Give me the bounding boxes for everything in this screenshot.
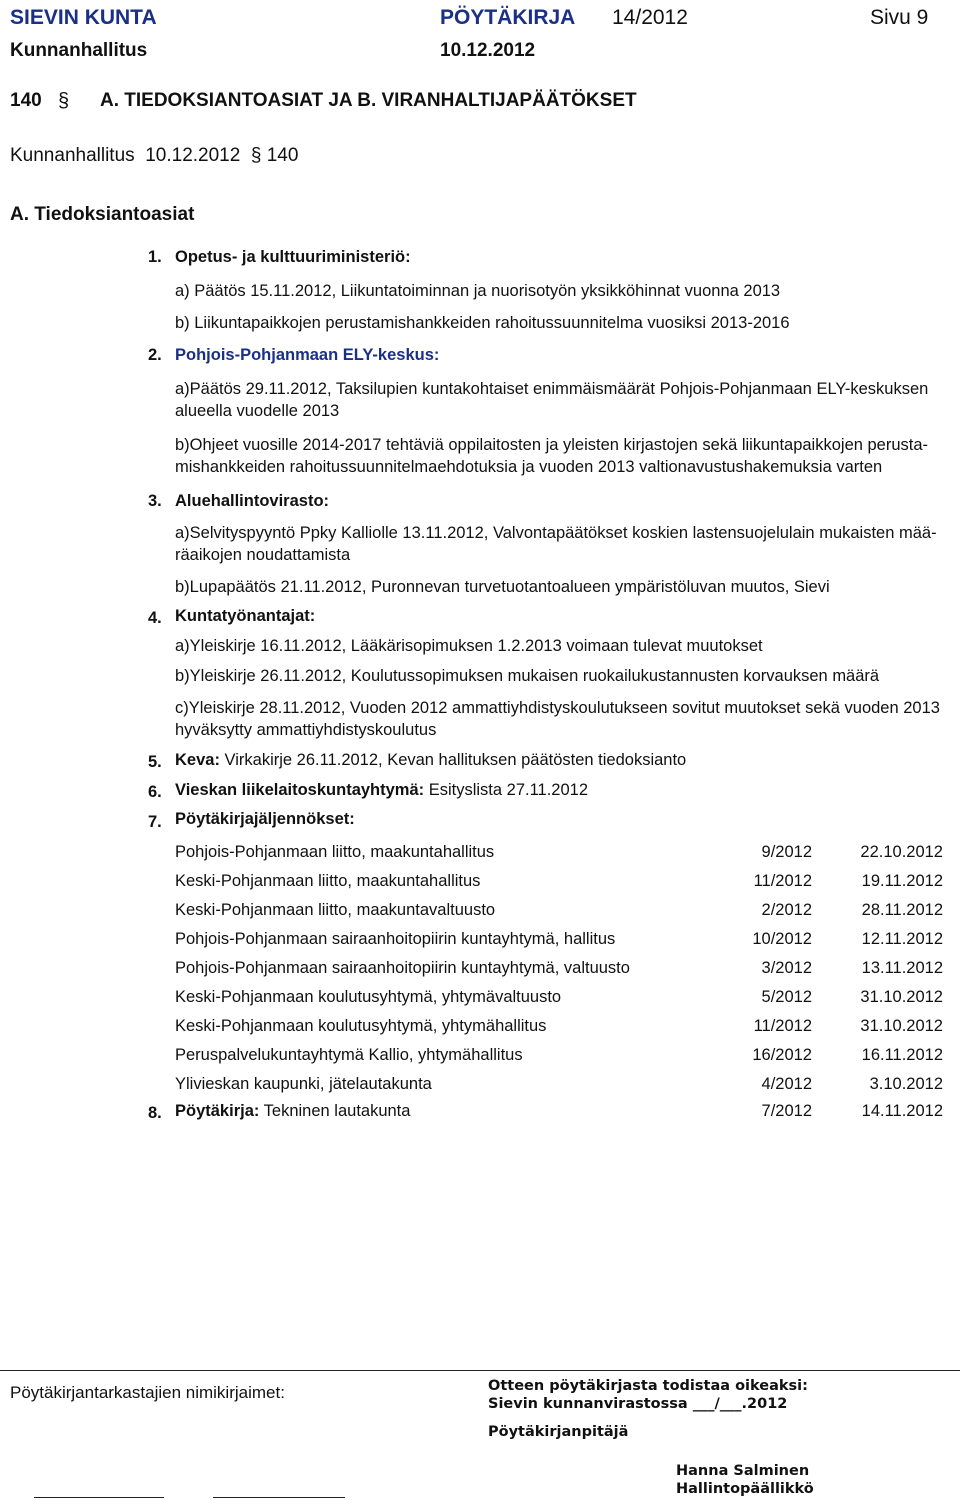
item-8-label: Pöytäkirja: [175,1102,260,1120]
row-date: 31.10.2012 [860,988,943,1006]
row-number: 11/2012 [753,1017,812,1035]
item-8-date: 14.11.2012 [861,1102,943,1120]
item-5-label: Keva: [175,751,220,769]
section-number: 140 [10,90,42,111]
item-7-title: Pöytäkirjajäljennökset: [175,810,355,828]
item-6-line [175,781,588,800]
row-number: 3/2012 [761,959,812,977]
item-4-title: Kuntatyönantajat: [175,607,316,625]
signature-line-2 [213,1497,345,1498]
item-7-number: 7. [148,813,162,831]
section-subtitle: A. Tiedoksiantoasiat [10,204,195,225]
item-3-title: Aluehallintovirasto: [175,492,330,510]
row-name: Keski-Pohjanmaan koulutusyhtymä, yhtymävaltuusto [175,988,562,1006]
row-name: Pohjois-Pohjanmaan sairaanhoitopiirin kuntayhtymä, hallitus [175,930,616,948]
row-name: Pohjois-Pohjanmaan liitto, maakuntahallitus [175,843,495,861]
signer-title: Hallintopäällikkö [676,1481,814,1497]
row-name: Peruspalvelukuntayhtymä Kallio, yhtymähallitus [175,1046,523,1064]
item-6-number: 6. [148,783,162,801]
row-date: 22.10.2012 [860,843,943,861]
item-4c-line2: hyväksytty ammattiyhdistyskoulutus [175,721,437,739]
row-name: Pohjois-Pohjanmaan sairaanhoitopiirin kuntayhtymä, valtuusto [175,959,630,977]
item-2b-line1: b)Ohjeet vuosille 2014-2017 tehtäviä oppilaitosten ja yleisten kirjastojen sekä liikuntapaikkojen perusta- [175,436,929,454]
item-5-number: 5. [148,753,162,771]
row-number: 16/2012 [752,1046,812,1064]
item-8-line [175,1102,410,1121]
item-2-title: Pohjois-Pohjanmaan ELY-keskus: [175,346,440,364]
item-2-number: 2. [148,346,162,364]
signature-line-1 [34,1497,164,1498]
row-name: Ylivieskan kaupunki, jätelautakunta [175,1075,432,1093]
header-doc-type: PÖYTÄKIRJA [440,6,576,29]
row-number: 10/2012 [752,930,812,948]
item-5-text: Virkakirje 26.11.2012, Kevan hallituksen päätösten tiedoksianto [219,751,687,769]
header-org: SIEVIN KUNTA [10,6,157,29]
row-name: Keski-Pohjanmaan koulutusyhtymä, yhtymähallitus [175,1017,547,1035]
row-date: 28.11.2012 [861,901,943,919]
row-date: 12.11.2012 [861,930,943,948]
row-date: 3.10.2012 [869,1075,943,1093]
row-number: 5/2012 [761,988,812,1006]
header-doc-number: 14/2012 [612,6,688,29]
row-date: 31.10.2012 [860,1017,943,1035]
row-name: Keski-Pohjanmaan liitto, maakuntahallitus [175,872,481,890]
item-1a: a) Päätös 15.11.2012, Liikuntatoiminnan ja nuorisotyön yksikköhinnat vuonna 2013 [175,282,781,300]
item-4a: a)Yleiskirje 16.11.2012, Lääkärisopimuksen 1.2.2013 voimaan tulevat muutokset [175,637,763,655]
row-date: 13.11.2012 [861,959,943,977]
item-4b: b)Yleiskirje 26.11.2012, Koulutussopimuksen mukaisen ruokailukustannusten korvauksen määrä [175,667,880,685]
item-2a-line2: alueella vuodelle 2013 [175,402,340,420]
item-1-title: Opetus- ja kulttuuriministeriö: [175,248,411,266]
item-6-text: Esityslista 27.11.2012 [424,781,589,799]
row-number: 11/2012 [753,872,812,890]
section-title: A. TIEDOKSIANTOASIAT JA B. VIRANHALTIJAPÄÄTÖKSET [100,90,637,111]
item-3a-line1: a)Selvityspyyntö Ppky Kalliolle 13.11.2012, Valvontapäätökset koskien lastensuojelulain mukaisten mää- [175,524,937,542]
header-page: Sivu 9 [870,6,929,29]
footer-divider [0,1370,960,1371]
row-number: 2/2012 [761,901,812,919]
header-date: 10.12.2012 [440,40,536,61]
item-4c-line1: c)Yleiskirje 28.11.2012, Vuoden 2012 ammattiyhdistyskoulutukseen sovitut muutokset sekä vuoden 2013 [175,699,940,717]
certify-role: Pöytäkirjanpitäjä [488,1424,629,1440]
item-3b: b)Lupapäätös 21.11.2012, Puronnevan turvetuotantoalueen ympäristöluvan muutos, Sievi [175,578,830,596]
item-2b-line2: mishankkeiden rahoitussuunnitelmaehdotuksia ja vuoden 2013 valtionavustushakemuksia varten [175,458,883,476]
certify-text: Otteen pöytäkirjasta todistaa oikeaksi: [488,1378,808,1394]
item-8-text: Tekninen lautakunta [259,1102,411,1120]
item-8-number-value: 7/2012 [761,1102,812,1120]
header-body: Kunnanhallitus [10,40,148,61]
signer-name: Hanna Salminen [676,1463,810,1479]
certify-place: Sievin kunnanvirastossa ___/___.2012 [488,1396,788,1412]
section-symbol: § [58,90,70,112]
item-3a-line2: räaikojen noudattamista [175,546,351,564]
item-6-label: Vieskan liikelaitoskuntayhtymä: [175,781,425,799]
item-5-line [175,751,686,770]
row-date: 19.11.2012 [861,872,943,890]
signatures-label: Pöytäkirjantarkastajien nimikirjaimet: [10,1383,285,1402]
item-1b: b) Liikuntapaikkojen perustamishankkeiden rahoitussuunnitelma vuosiksi 2013-2016 [175,314,790,332]
item-1-number: 1. [148,248,162,266]
row-date: 16.11.2012 [861,1046,943,1064]
item-3-number: 3. [148,492,162,510]
row-number: 9/2012 [761,843,812,861]
section-ref: Kunnanhallitus 10.12.2012 § 140 [10,145,299,166]
row-name: Keski-Pohjanmaan liitto, maakuntavaltuusto [175,901,496,919]
item-4-number: 4. [148,609,162,627]
item-2a-line1: a)Päätös 29.11.2012, Taksilupien kuntakohtaiset enimmäismäärät Pohjois-Pohjanmaan ELY-keskuksen [175,380,929,398]
item-8-number: 8. [148,1104,162,1122]
row-number: 4/2012 [761,1075,812,1093]
